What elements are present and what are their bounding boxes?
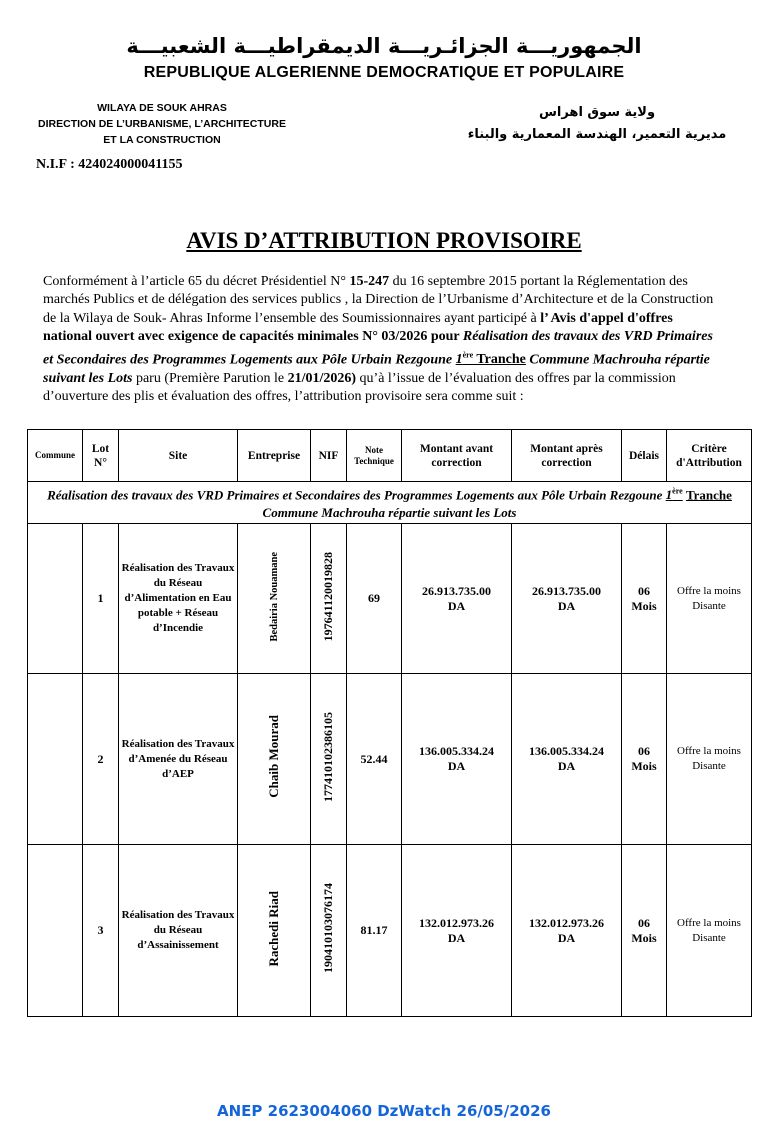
header-note-line2: Technique	[354, 455, 394, 466]
site-cell: Réalisation des Travaux du Réseau d’Assainissement	[119, 845, 238, 1017]
delai-number: 06	[638, 583, 650, 598]
header-lot	[83, 430, 119, 482]
montant-avant-unit: DA	[447, 598, 466, 613]
publication-date: 21/01/2026)	[287, 370, 357, 386]
header-avant-line2: correction	[431, 456, 482, 469]
entreprise-name: Chaib Mourad	[266, 715, 281, 799]
critere-cell: Offre la moins Disante	[667, 524, 752, 674]
delai-unit: Mois	[631, 930, 657, 945]
decree-number: 15-247	[349, 274, 390, 289]
publication-footer: ANEP 2623004060 DzWatch 26/05/2026	[217, 1102, 551, 1120]
commune-cell	[28, 674, 83, 845]
direction-line-cont: ET LA CONSTRUCTION	[103, 134, 221, 146]
banner-text: Réalisation des travaux des VRD Primaires et Secondaires des Programmes Logements aux Pôle Urbain Rezgoune	[47, 487, 666, 503]
intro-text: qu’à l’issue de l’évaluation des offres par la commission d’ouverture des plis et évaluation des offres, l’attribution provisoire sera comme suit :	[43, 370, 676, 405]
montant-apres-cell	[512, 674, 622, 845]
header-entreprise: Entreprise	[238, 430, 311, 482]
tranche-word: Tranche	[473, 352, 526, 368]
direction-line: DIRECTION DE L’URBANISME, L’ARCHITECTURE	[38, 118, 286, 130]
header-site: Site	[119, 430, 238, 482]
montant-apres-amount: 136.005.334.24	[529, 744, 604, 759]
site-cell: Réalisation des Travaux du Réseau d’Alimentation en Eau potable + Réseau d’Incendie	[119, 524, 238, 674]
nif-value: 190410103076174	[321, 883, 335, 974]
montant-avant-unit: DA	[447, 759, 466, 774]
tranche-suffix: ère	[462, 350, 474, 360]
nif-value: 177410102386105	[321, 711, 335, 802]
table-header-row	[28, 430, 752, 482]
commune-cell	[28, 845, 83, 1017]
banner-tranche-suffix: ère	[672, 487, 683, 496]
header-montant-avant	[402, 430, 512, 482]
montant-apres-cell	[512, 524, 622, 674]
table-row	[28, 845, 752, 1017]
montant-avant-amount: 136.005.334.24	[419, 744, 494, 759]
table-row	[28, 524, 752, 674]
montant-avant-cell	[402, 524, 512, 674]
header-nif: NIF	[311, 430, 347, 482]
wilaya-line: WILAYA DE SOUK AHRAS	[97, 102, 227, 114]
header-apres-line2: correction	[541, 456, 592, 469]
montant-avant-cell	[402, 674, 512, 845]
header-critere-line1: Critère	[691, 442, 727, 455]
montant-avant-amount: 132.012.973.26	[419, 915, 494, 930]
table-row	[28, 674, 752, 845]
montant-avant-amount: 26.913.735.00	[422, 583, 491, 598]
header-apres-line1: Montant après	[530, 442, 603, 455]
critere-cell: Offre la moins Disante	[667, 845, 752, 1017]
entreprise-cell	[238, 845, 311, 1017]
montant-avant-unit: DA	[447, 930, 466, 945]
montant-apres-amount: 26.913.735.00	[532, 583, 601, 598]
attribution-table	[27, 429, 752, 1017]
lot-cell: 3	[83, 845, 119, 1017]
header-note	[347, 430, 402, 482]
tender-reference: l’ Avis d'appel d'offres national ouvert avec exigence de capacités minimales N° 03/2026 pour	[43, 310, 673, 345]
entreprise-name: Bedairia Nouamane	[268, 551, 280, 642]
header-critere	[667, 430, 752, 482]
entreprise-cell	[238, 674, 311, 845]
header-note-line1: Note	[365, 444, 383, 455]
lot-cell: 1	[83, 524, 119, 674]
header-montant-apres	[512, 430, 622, 482]
nif-number: N.I.F : 424024000041155	[36, 157, 183, 172]
delai-cell	[622, 845, 667, 1017]
banner-tranche-word: Tranche	[685, 487, 732, 503]
project-name: Réalisation des travaux des VRD Primaires et Secondaires des Programmes Logements aux Pôle Urbain Rezgoune	[43, 329, 713, 368]
tranche-number: 1	[455, 352, 463, 368]
header-lot-line2: N°	[94, 456, 107, 469]
wilaya-header-arabic	[462, 102, 732, 146]
nif-cell	[311, 845, 347, 1017]
nif-value: 197641120019828	[321, 551, 335, 641]
lot-cell: 2	[83, 674, 119, 845]
delai-cell	[622, 524, 667, 674]
site-cell: Réalisation des Travaux d’Amenée du Réseau d’AEP	[119, 674, 238, 845]
french-republic-title: REPUBLIQUE ALGERIENNE DEMOCRATIQUE ET POPULAIRE	[143, 64, 625, 81]
note-cell: 52.44	[347, 674, 402, 845]
nif-cell	[311, 524, 347, 674]
montant-apres-cell	[512, 845, 622, 1017]
delai-unit: Mois	[631, 598, 657, 613]
delai-cell	[622, 674, 667, 845]
header-avant-line1: Montant avant	[419, 442, 494, 455]
banner-tranche-number: 1	[665, 487, 673, 503]
intro-text: du 16 septembre 2015 portant la Réglementation des marchés Publics et de délégation des services publics , la Direction de l’Urbanisme d’Architecture et de la Construction de la Wilaya de Souk- Ahras Informe l’ensemble des Soumissionnaires ayant participé à	[43, 274, 714, 326]
critere-cell: Offre la moins Disante	[667, 674, 752, 845]
intro-text: Conformément à l’article 65 du décret Présidentiel N°	[43, 274, 350, 289]
header-commune: Commune	[28, 430, 83, 482]
project-banner-row	[28, 482, 752, 524]
entreprise-cell	[238, 524, 311, 674]
wilaya-header-french	[22, 100, 302, 148]
montant-apres-unit: DA	[557, 598, 576, 613]
nif-cell	[311, 674, 347, 845]
direction-line-ar: مديرية التعمير، الهندسة المعمارية والبناء	[467, 127, 727, 142]
delai-number: 06	[638, 915, 650, 930]
delai-unit: Mois	[631, 759, 657, 774]
montant-apres-amount: 132.012.973.26	[529, 915, 604, 930]
document-title: AVIS D’ATTRIBUTION PROVISOIRE	[186, 228, 582, 253]
note-cell: 81.17	[347, 845, 402, 1017]
wilaya-line-ar: ولاية سوق اهراس	[538, 105, 656, 120]
header-lot-line1: Lot	[91, 442, 110, 455]
intro-paragraph	[43, 273, 725, 407]
project-banner	[28, 482, 752, 524]
montant-avant-cell	[402, 845, 512, 1017]
entreprise-name: Rachedi Riad	[266, 890, 281, 967]
header-delais: Délais	[622, 430, 667, 482]
header-critere-line2: d'Attribution	[676, 456, 742, 469]
montant-apres-unit: DA	[557, 930, 576, 945]
arabic-republic-title: الجمهوريـــة الجزائـريـــة الديمقراطيـــة الشعبيـــة	[126, 34, 642, 58]
intro-text: paru (Première Parution le	[132, 370, 288, 386]
montant-apres-unit: DA	[557, 759, 576, 774]
commune-lots: Commune Machrouha répartie suivant les Lots	[43, 352, 710, 386]
note-cell: 69	[347, 524, 402, 674]
commune-cell	[28, 524, 83, 674]
banner-commune: Commune Machrouha répartie suivant les Lots	[262, 505, 517, 521]
delai-number: 06	[638, 744, 650, 759]
